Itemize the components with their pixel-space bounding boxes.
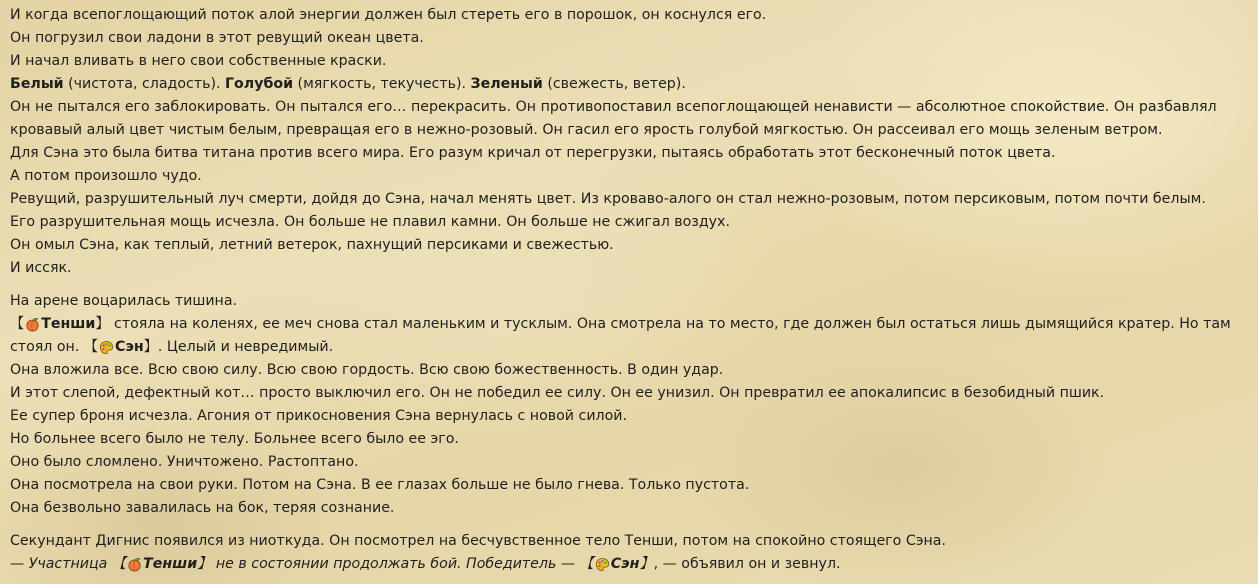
bold-word-white: Белый	[10, 76, 64, 92]
story-text	[10, 4, 1250, 576]
text-line: Она вложила все. Всю свою силу. Всю свою гордость. Всю свою божественность. В один удар.	[10, 362, 724, 378]
bracket-close: 】	[143, 339, 158, 355]
bracket-open: 【	[111, 556, 127, 572]
bold-word-blue: Голубой	[225, 76, 294, 92]
bracket-open: 【	[83, 339, 99, 355]
text-span: (чистота, сладость).	[63, 76, 226, 92]
paragraph-gap	[10, 280, 1250, 290]
mention-name: Сэн	[115, 339, 144, 355]
text-span: стояла на коленях, ее меч снова стал маленьким и тусклым. Она смотрела на то место, где должен был остаться лишь дымящийся кратер. Но там	[109, 316, 1231, 332]
text-line: Оно было сломлено. Уничтожено. Растоптано.	[10, 454, 359, 470]
text-span: не в состоянии продолжать бой. Победитель —	[211, 556, 580, 572]
text-span: (мягкость, текучесть).	[293, 76, 471, 92]
text-line: Она посмотрела на свои руки. Потом на Сэна. В ее глазах больше не было гнева. Только пустота.	[10, 477, 750, 493]
text-line: А потом произошло чудо.	[10, 168, 202, 184]
text-line: И этот слепой, дефектный кот… просто выключил его. Он не победил ее силу. Он ее унизил. Он превратил ее апокалипсис в безобидный пшик.	[10, 385, 1105, 401]
text-line: Ее супер броня исчезла. Агония от прикосновения Сэна вернулась с новой силой.	[10, 408, 628, 424]
text-line: Для Сэна это была битва титана против всего мира. Его разум кричал от перегрузки, пытаясь обработать этот бесконечный поток цвета.	[10, 145, 1056, 161]
mention-line	[10, 313, 1250, 336]
bracket-open: 【	[10, 316, 25, 332]
text-span: . Целый и невредимый.	[157, 339, 334, 355]
palette-icon	[99, 340, 114, 355]
text-line: На арене воцарилась тишина.	[10, 293, 238, 309]
announcement-line	[10, 553, 1250, 576]
text-line: И иссяк.	[10, 260, 72, 276]
mention-line	[10, 336, 1250, 359]
text-span: стоял он.	[10, 339, 84, 355]
text-line: Он не пытался его заблокировать. Он пытался его… перекрасить. Он противопоставил всепоглощающей ненависти — абсолютное спокойствие. Он разбавлял	[10, 99, 1217, 115]
bracket-close: 】	[639, 556, 654, 572]
mention-tenshi[interactable]	[10, 313, 110, 336]
text-line: И когда всепоглощающий поток алой энергии должен был стереть его в порошок, он коснулся его.	[10, 7, 767, 23]
mention-tenshi[interactable]	[112, 553, 212, 576]
text-line: Он омыл Сэна, как теплый, летний ветерок, пахнущий персиками и свежестью.	[10, 237, 614, 253]
text-span: — Участница	[10, 556, 112, 572]
peach-icon	[127, 557, 142, 572]
text-span: , — объявил он и зевнул.	[653, 556, 841, 572]
bracket-open: 【	[579, 556, 594, 572]
announcement-italic	[10, 556, 654, 572]
text-line: И начал вливать в него свои собственные краски.	[10, 53, 387, 69]
text-line: Она безвольно завалилась на бок, теряя сознание.	[10, 500, 395, 516]
text-line: Ревущий, разрушительный луч смерти, дойдя до Сэна, начал менять цвет. Из кроваво-алого он стал нежно-розовым, потом персиковым, потом почти белым.	[10, 191, 1206, 207]
bracket-close: 】	[95, 316, 110, 332]
text-line: кровавый алый цвет чистым белым, превращая его в нежно-розовый. Он гасил его ярость голубой мягкостью. Он рассеивал его мощь зеленым ветром.	[10, 122, 1163, 138]
bracket-close: 】	[197, 556, 212, 572]
paragraph-gap	[10, 520, 1250, 530]
peach-icon	[25, 317, 40, 332]
palette-icon	[595, 557, 610, 572]
text-line: Его разрушительная мощь исчезла. Он больше не плавил камни. Он больше не сжигал воздух.	[10, 214, 730, 230]
text-line: Но больнее всего было не телу. Больнее всего было ее эго.	[10, 431, 459, 447]
text-line: Он погрузил свои ладони в этот ревущий океан цвета.	[10, 30, 424, 46]
mention-name: Тенши	[143, 556, 198, 572]
text-line: Секундант Дигнис появился из ниоткуда. Он посмотрел на бесчувственное тело Тенши, потом на спокойно стоящего Сэна.	[10, 533, 946, 549]
mention-name: Сэн	[610, 556, 640, 572]
colors-line	[10, 73, 1250, 96]
mention-name: Тенши	[41, 316, 96, 332]
bold-word-green: Зеленый	[470, 76, 543, 92]
mention-sen[interactable]	[84, 336, 158, 359]
text-span: (свежесть, ветер).	[542, 76, 686, 92]
mention-sen[interactable]	[580, 553, 654, 576]
